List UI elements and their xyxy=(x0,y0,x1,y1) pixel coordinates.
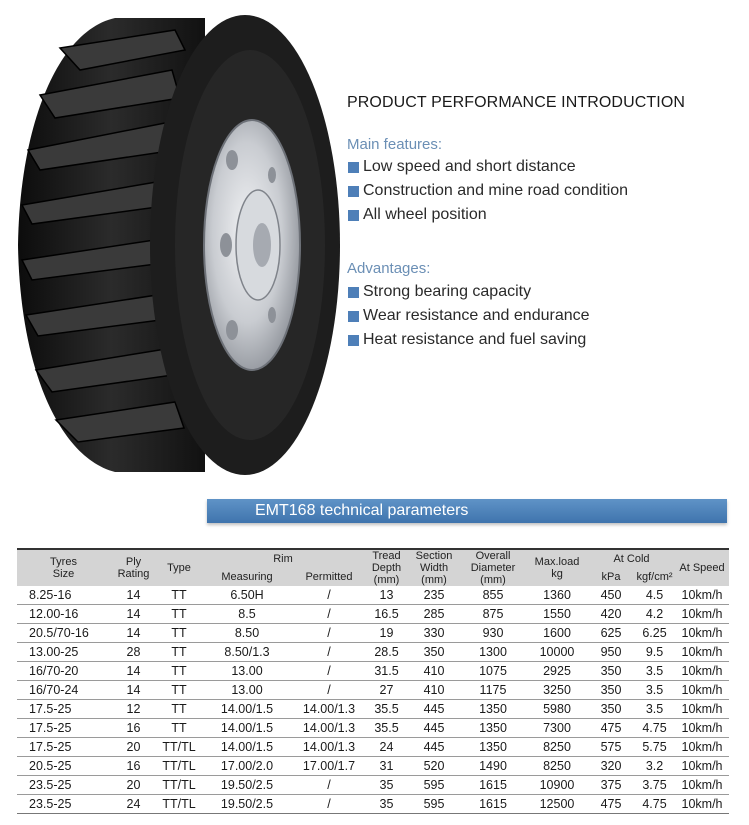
square-bullet-icon xyxy=(348,311,359,322)
header-rim: Rim xyxy=(201,549,365,568)
table-row: 8.25-16 14 TT 6.50H / 13 235 855 1360 450 4.5 10km/h xyxy=(17,586,729,605)
list-item: All wheel position xyxy=(348,203,628,227)
banner-title: EMT168 technical parameters xyxy=(255,502,469,519)
list-item: Construction and mine road condition xyxy=(348,179,628,203)
parameters-table xyxy=(17,548,729,814)
header-type: Type xyxy=(157,549,201,586)
list-item: Wear resistance and endurance xyxy=(348,304,590,328)
square-bullet-icon xyxy=(348,287,359,298)
square-bullet-icon xyxy=(348,335,359,346)
table-row: 17.5-25 12 TT 14.00/1.5 14.00/1.3 35.5 445 1350 5980 350 3.5 10km/h xyxy=(17,700,729,719)
header-at-cold: At Cold xyxy=(588,549,675,568)
header-kgf: kgf/cm² xyxy=(634,568,675,586)
header-rim-measuring: Measuring xyxy=(201,568,293,586)
features-list xyxy=(348,155,628,227)
table-row: 16/70-20 14 TT 13.00 / 31.5 410 1075 2925 350 3.5 10km/h xyxy=(17,662,729,681)
intro-title: PRODUCT PERFORMANCE INTRODUCTION xyxy=(347,94,686,111)
parameters-banner xyxy=(207,499,727,523)
advantages-list xyxy=(348,280,590,352)
header-at-speed: At Speed xyxy=(675,549,729,586)
table-row: 20.5-25 16 TT/TL 17.00/2.0 17.00/1.7 31 520 1490 8250 320 3.2 10km/h xyxy=(17,757,729,776)
advantages-heading: Advantages: xyxy=(347,260,431,277)
header-kpa: kPa xyxy=(588,568,634,586)
table-row: 20.5/70-16 14 TT 8.50 / 19 330 930 1600 625 6.25 10km/h xyxy=(17,624,729,643)
header-rim-permitted: Permitted xyxy=(293,568,365,586)
square-bullet-icon xyxy=(348,210,359,221)
table-row: 16/70-24 14 TT 13.00 / 27 410 1175 3250 350 3.5 10km/h xyxy=(17,681,729,700)
square-bullet-icon xyxy=(348,186,359,197)
table-row: 23.5-25 24 TT/TL 19.50/2.5 / 35 595 1615 12500 475 4.75 10km/h xyxy=(17,795,729,814)
header-tread-depth: Tread Depth (mm) xyxy=(365,549,408,586)
header-overall-diameter: Overall Diameter (mm) xyxy=(460,549,526,586)
tire-image xyxy=(0,0,340,490)
list-item: Low speed and short distance xyxy=(348,155,628,179)
table-row: 23.5-25 20 TT/TL 19.50/2.5 / 35 595 1615 10900 375 3.75 10km/h xyxy=(17,776,729,795)
list-item: Heat resistance and fuel saving xyxy=(348,328,590,352)
list-item: Strong bearing capacity xyxy=(348,280,590,304)
header-max-load: Max.load kg xyxy=(526,549,588,586)
features-heading: Main features: xyxy=(347,136,443,153)
table-row: 17.5-25 16 TT 14.00/1.5 14.00/1.3 35.5 445 1350 7300 475 4.75 10km/h xyxy=(17,719,729,738)
table-row: 17.5-25 20 TT/TL 14.00/1.5 14.00/1.3 24 445 1350 8250 575 5.75 10km/h xyxy=(17,738,729,757)
table-row: 13.00-25 28 TT 8.50/1.3 / 28.5 350 1300 10000 950 9.5 10km/h xyxy=(17,643,729,662)
table-row: 12.00-16 14 TT 8.5 / 16.5 285 875 1550 420 4.2 10km/h xyxy=(17,605,729,624)
header-section-width: Section Width (mm) xyxy=(408,549,460,586)
square-bullet-icon xyxy=(348,162,359,173)
parameters-table-container xyxy=(17,548,729,814)
header-tyres-size: Tyres Size xyxy=(17,549,110,586)
header-ply-rating: Ply Rating xyxy=(110,549,157,586)
